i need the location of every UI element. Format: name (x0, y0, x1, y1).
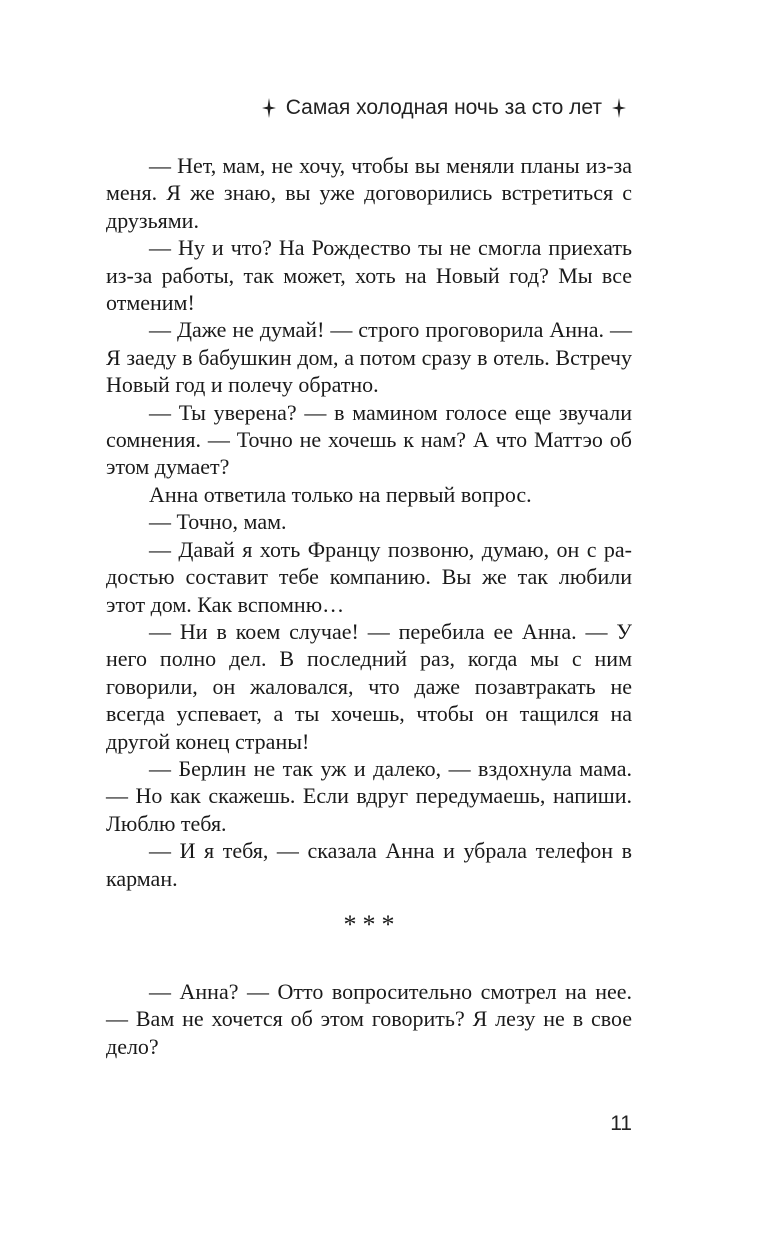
paragraph: — Ты уверена? — в мамином голосе еще звучали сомнения. — Точно не хочешь к нам? А что Маттэо об этом думает? (106, 399, 632, 480)
running-header (262, 96, 626, 120)
paragraph: Анна ответила только на первый вопрос. (149, 481, 532, 507)
page-number: 11 (610, 1112, 632, 1135)
paragraph: — Давай я хоть Францу позвоню, думаю, он с радостью составит тебе компанию. Вы же так любили этот дом. Как вспомню… (106, 536, 632, 617)
sparkle-icon (262, 98, 276, 118)
paragraph: — Нет, мам, не хочу, чтобы вы меняли планы из-за меня. Я же знаю, вы уже договорились встретиться с друзьями. (106, 153, 632, 233)
paragraph: — Анна? — Отто вопросительно смотрел на нее. — Вам не хочется об этом говорить? Я лезу не в свое дело? (106, 978, 632, 1059)
header-title: Самая холодная ночь за сто лет (285, 96, 602, 119)
separator-gap (106, 958, 632, 978)
body-text (106, 152, 632, 1060)
scene-separator: *** (343, 909, 401, 939)
paragraph: — Ну и что? На Рождество ты не смогла приехать из-за работы, так может, хоть на Новый год? Мы все отменим! (106, 235, 632, 316)
paragraph: — Ни в коем случае! — перебила ее Анна. — У него полно дел. В последний раз, когда мы с ним говорили, он жаловался, что даже позавтракать не всегда успевает, а ты хочешь, чтобы он тащился на другой конец страны! (106, 618, 632, 754)
paragraph: — Даже не думай! — строго проговорила Анна. — Я заеду в бабушкин дом, а потом сразу в отель. Встречу Новый год и полечу обратно. (106, 317, 632, 398)
sparkle-icon (612, 98, 626, 118)
paragraph: — Берлин не так уж и далеко, — вздохнула мама. — Но как скажешь. Если вдруг передумаешь, напиши. Люблю тебя. (106, 755, 632, 836)
paragraph: — Точно, мам. (149, 509, 287, 535)
paragraph: — И я тебя, — сказала Анна и убрала телефон в карман. (106, 838, 632, 891)
